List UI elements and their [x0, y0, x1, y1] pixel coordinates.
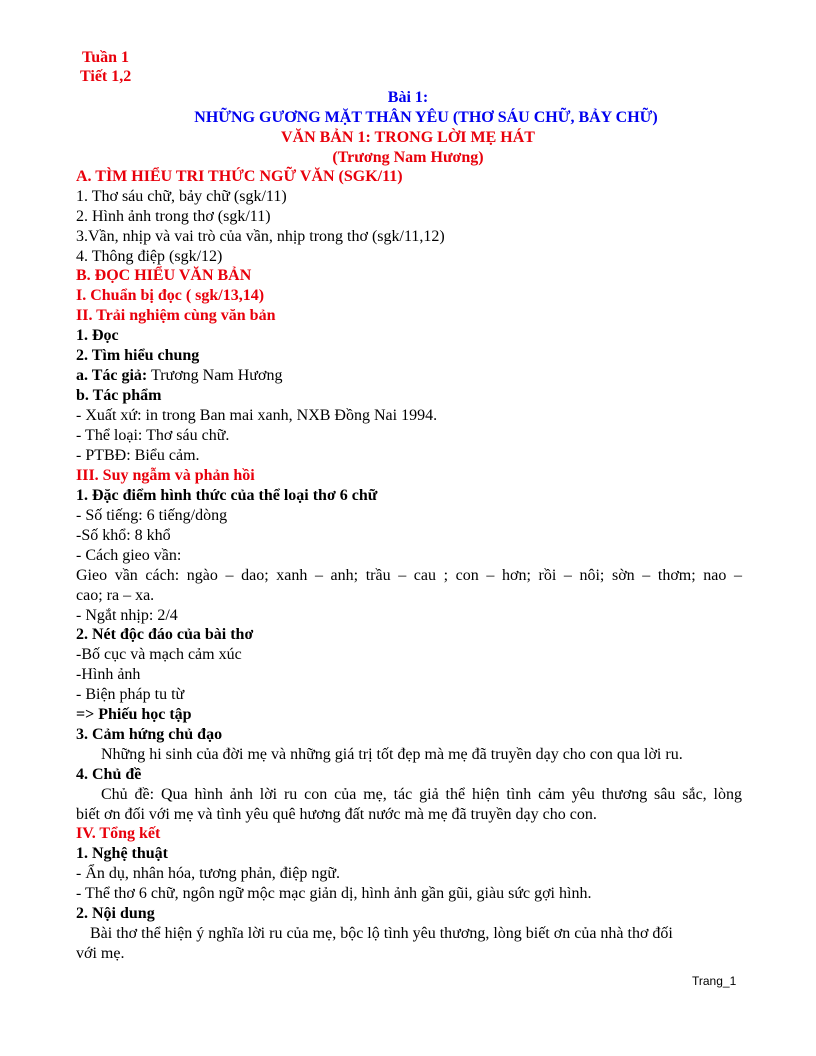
- section-a-item: 2. Hình ảnh trong thơ (sgk/11): [76, 208, 271, 225]
- unique-item: -Bố cục và mạch cảm xúc: [76, 646, 242, 663]
- unique-item: -Hình ảnh: [76, 666, 141, 683]
- unit-title: NHỮNG GƯƠNG MẶT THÂN YÊU (THƠ SÁU CHỮ, BẢY CHỮ): [194, 109, 658, 126]
- content-line: Bài thơ thể hiện ý nghĩa lời ru của mẹ, bộc lộ tình yêu thương, lòng biết ơn của nhà thơ đối: [90, 925, 673, 942]
- unique-heading: 2. Nét độc đáo của bài thơ: [76, 626, 254, 643]
- form-item: - Cách gieo vần:: [76, 547, 182, 564]
- text-title: VĂN BẢN 1: TRONG LỜI MẸ HÁT: [281, 129, 535, 146]
- form-item: - Số tiếng: 6 tiếng/dòng: [76, 507, 228, 524]
- author-value: Trương Nam Hương: [147, 367, 283, 384]
- part-2-heading: II. Trải nghiệm cùng văn bản: [76, 307, 276, 324]
- rhyme-line: Gieo vần cách: ngào – dao; xanh – anh; trầu – cau ; con – hơn; rồi – nôi; sờn – thơm; nao –: [76, 567, 742, 584]
- theme-line: biết ơn đối với mẹ và tình yêu quê hương đất nước mà mẹ đã truyền dạy cho con.: [76, 806, 597, 823]
- general-heading: 2. Tìm hiểu chung: [76, 347, 200, 364]
- rhythm-line: - Ngắt nhịp: 2/4: [76, 607, 178, 624]
- period-label: Tiết 1,2: [80, 68, 132, 85]
- art-item: - Ẩn dụ, nhân hóa, tương phản, điệp ngữ.: [76, 865, 340, 882]
- section-a-item: 4. Thông điệp (sgk/12): [76, 248, 223, 265]
- page-number: Trang_1: [692, 974, 737, 988]
- week-label: Tuần 1: [82, 49, 129, 66]
- section-a-item: 3.Vần, nhịp và vai trò của vần, nhịp trong thơ (sgk/11,12): [76, 228, 445, 245]
- art-heading: 1. Nghệ thuật: [76, 845, 169, 862]
- work-heading: b. Tác phẩm: [76, 387, 162, 404]
- author-line: (Trương Nam Hương): [332, 149, 484, 166]
- rhyme-line: cao; ra – xa.: [76, 587, 155, 604]
- theme-line: Chủ đề: Qua hình ảnh lời ru con của mẹ, tác giả thể hiện tình cảm yêu thương sâu sắc, lòng: [101, 786, 742, 803]
- worksheet-line: => Phiếu học tập: [76, 706, 192, 723]
- theme-heading: 4. Chủ đề: [76, 766, 142, 783]
- part-4-heading: IV. Tổng kết: [76, 825, 161, 842]
- inspiration-text: Những hi sinh của đời mẹ và những giá trị tốt đẹp mà mẹ đã truyền dạy cho con qua lời ru.: [101, 746, 683, 763]
- author-row: [76, 366, 282, 386]
- part-3-heading: III. Suy ngẫm và phản hồi: [76, 467, 255, 484]
- form-item: -Số khổ: 8 khổ: [76, 527, 171, 544]
- work-item: - PTBĐ: Biểu cảm.: [76, 447, 200, 464]
- inspiration-heading: 3. Cảm hứng chủ đạo: [76, 726, 223, 743]
- lesson-number: Bài 1:: [387, 89, 429, 106]
- form-heading: 1. Đặc điểm hình thức của thể loại thơ 6 chữ: [76, 487, 378, 504]
- section-a-heading: A. TÌM HIỂU TRI THỨC NGỮ VĂN (SGK/11): [76, 168, 403, 185]
- content-line: với mẹ.: [76, 945, 125, 962]
- section-b-heading: B. ĐỌC HIỂU VĂN BẢN: [76, 267, 252, 284]
- work-item: - Xuất xứ: in trong Ban mai xanh, NXB Đồng Nai 1994.: [76, 407, 438, 424]
- author-label: a. Tác giả:: [76, 367, 148, 384]
- section-a-item: 1. Thơ sáu chữ, bảy chữ (sgk/11): [76, 188, 287, 205]
- part-1-heading: I. Chuẩn bị đọc ( sgk/13,14): [76, 287, 265, 304]
- content-heading: 2. Nội dung: [76, 905, 155, 922]
- work-item: - Thể loại: Thơ sáu chữ.: [76, 427, 230, 444]
- read-heading: 1. Đọc: [76, 327, 119, 344]
- art-item: - Thể thơ 6 chữ, ngôn ngữ mộc mạc giản dị, hình ảnh gần gũi, giàu sức gợi hình.: [76, 885, 592, 902]
- unique-item: - Biện pháp tu từ: [76, 686, 185, 703]
